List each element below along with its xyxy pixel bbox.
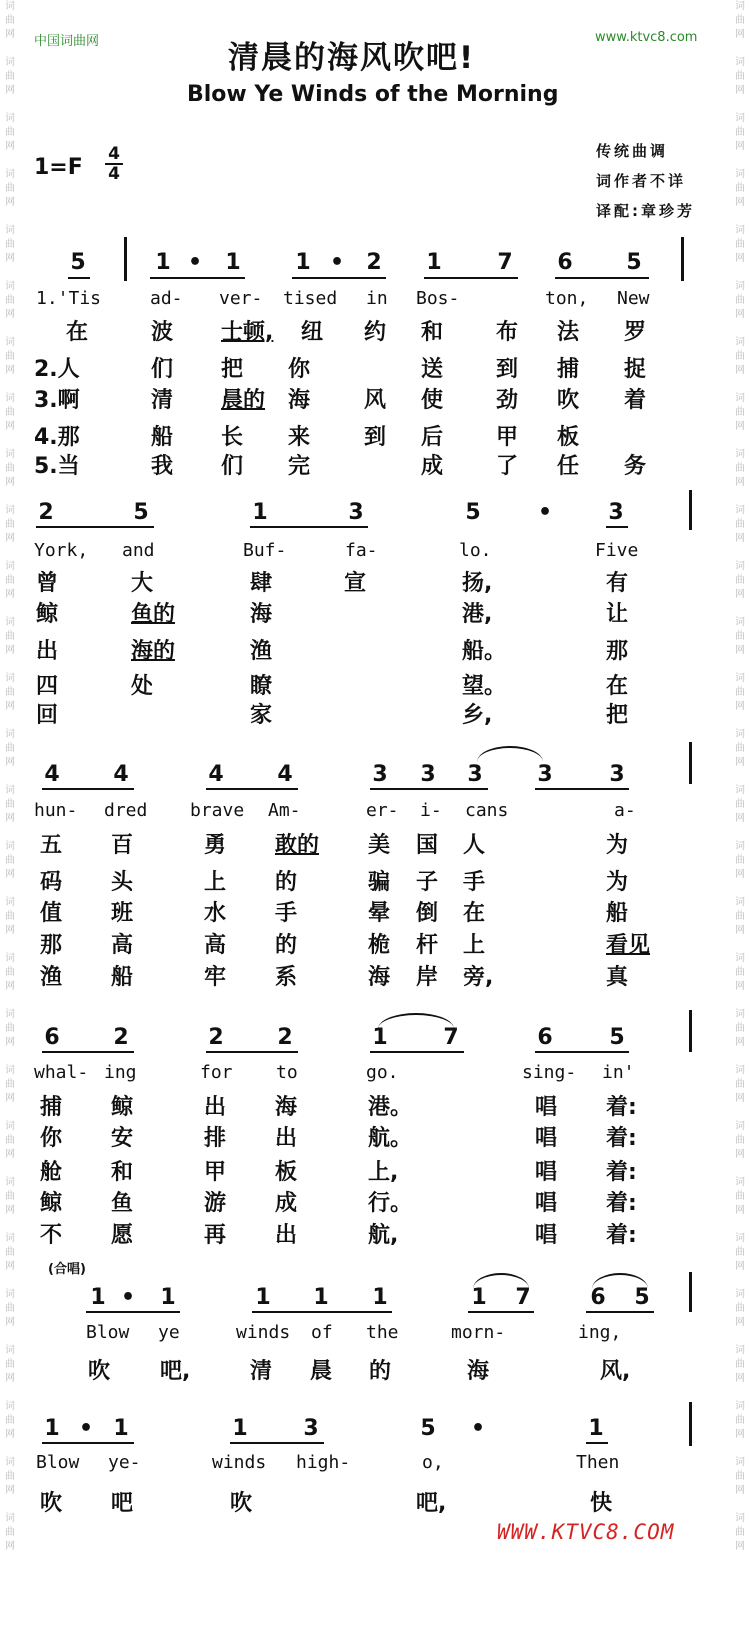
lyric-en: sing-: [522, 1062, 577, 1083]
lyric-cn: 曾: [36, 571, 59, 596]
lyric-cn: 倒: [416, 901, 439, 926]
lyric-en: ton,: [545, 288, 589, 309]
dot: •: [329, 250, 345, 275]
note: 3: [348, 500, 364, 525]
lyric-cn: 完: [288, 454, 311, 479]
lyric-cn: 码: [40, 870, 63, 895]
note: 5: [70, 250, 86, 275]
lyric-en: Blow: [86, 1322, 130, 1343]
underline: [206, 1051, 298, 1053]
lyric-cn: 唱: [535, 1223, 558, 1248]
slur: [477, 746, 543, 762]
lyric-cn: 杆: [416, 933, 439, 958]
lyric-cn: 风: [364, 388, 387, 413]
lyric-cn: 系: [275, 965, 298, 990]
lyric-cn: 不: [40, 1223, 63, 1248]
lyric-cn: 上: [463, 933, 486, 958]
lyric-cn: 快: [590, 1491, 613, 1516]
dot: •: [187, 250, 203, 275]
lyric-en: New: [617, 288, 650, 309]
lyric-cn: 捉: [624, 357, 647, 382]
lyric-cn: 们: [151, 357, 174, 382]
lyric-en: Bos-: [416, 288, 460, 309]
brand-footer[interactable]: WWW.KTVC8.COM: [497, 1520, 675, 1544]
note: 1: [160, 1285, 176, 1310]
lyric-cn: 有: [606, 571, 629, 596]
lyric-cn: 劲: [496, 388, 519, 413]
lyric-cn: 手: [463, 870, 486, 895]
underline: [535, 788, 629, 790]
note: 1: [295, 250, 311, 275]
lyric-cn: 桅: [368, 933, 391, 958]
lyric-cn: 牢: [204, 965, 227, 990]
note: 1: [232, 1416, 248, 1441]
dot: •: [120, 1285, 136, 1310]
note: 1: [588, 1416, 604, 1441]
underline: [535, 1051, 629, 1053]
lyric-cn: 上: [204, 870, 227, 895]
lyric-cn: 板: [557, 425, 580, 450]
note: 6: [590, 1285, 606, 1310]
underline: [424, 277, 518, 279]
lyric-cn: 望。: [462, 674, 507, 699]
lyric-cn: 高: [111, 933, 134, 958]
lyric-cn: 再: [204, 1223, 227, 1248]
lyric-cn: 你: [288, 357, 311, 382]
lyric-cn: 游: [204, 1191, 227, 1216]
lyric-cn: 海: [368, 965, 391, 990]
lyric-cn: 晨: [310, 1359, 333, 1384]
lyric-cn: 骗: [368, 870, 391, 895]
underline: [292, 277, 386, 279]
note: 1: [313, 1285, 329, 1310]
lyric-cn: 吧,: [416, 1491, 447, 1516]
lyric-cn: 唱: [535, 1191, 558, 1216]
lyric-cn: 法: [557, 320, 580, 345]
lyric-cn: 鱼: [111, 1191, 134, 1216]
lyric-cn: 成: [421, 454, 444, 479]
dot: •: [470, 1416, 486, 1441]
lyric-en: hun-: [34, 800, 78, 821]
lyric-en: for: [200, 1062, 233, 1083]
lyric-cn: 纽: [301, 320, 324, 345]
underline: [370, 1051, 464, 1053]
lyric-cn: 上,: [368, 1160, 399, 1185]
lyric-cn: 后: [421, 425, 444, 450]
lyric-cn: 把: [606, 703, 629, 728]
credit-lyrics: 词作者不详: [596, 172, 687, 190]
lyric-cn: 处: [131, 674, 154, 699]
lyric-cn: 出: [275, 1223, 298, 1248]
credit-translation: 译配:章珍芳: [596, 202, 695, 220]
note: 2: [38, 500, 54, 525]
note: 1: [155, 250, 171, 275]
note: 3: [467, 762, 483, 787]
lyric-cn: 士顿,: [221, 320, 274, 345]
lyric-en: dred: [104, 800, 148, 821]
lyric-cn: 吧,: [160, 1359, 191, 1384]
lyric-cn: 船: [111, 965, 134, 990]
note: 4: [208, 762, 224, 787]
underline: [206, 788, 298, 790]
lyric-cn: 板: [275, 1160, 298, 1185]
lyric-cn: 在: [463, 901, 486, 926]
note: 6: [44, 1025, 60, 1050]
barline: [689, 1272, 692, 1312]
chorus-label: (合唱): [48, 1262, 86, 1277]
lyric-cn: 勇: [204, 833, 227, 858]
barline: [681, 237, 684, 281]
lyric-cn: 唱: [535, 1126, 558, 1151]
lyric-cn: 吹: [230, 1491, 253, 1516]
note: 1: [372, 1285, 388, 1310]
note: 1: [255, 1285, 271, 1310]
lyric-cn: 安: [111, 1126, 134, 1151]
note: 1: [225, 250, 241, 275]
lyric-cn: 着:: [606, 1095, 637, 1120]
lyric-cn: 出: [36, 639, 59, 664]
barline: [124, 237, 127, 281]
lyric-cn: 晨的: [221, 388, 266, 413]
lyric-cn: 鱼的: [131, 602, 176, 627]
lyric-cn: 着:: [606, 1126, 637, 1151]
lyric-cn: 班: [111, 901, 134, 926]
note: 1: [372, 1025, 388, 1050]
lyric-en: ye-: [108, 1452, 141, 1473]
note: 3: [420, 762, 436, 787]
lyric-en: Blow: [36, 1452, 80, 1473]
lyric-cn: 甲: [496, 425, 519, 450]
lyric-en: the: [366, 1322, 399, 1343]
lyric-en: fa-: [345, 540, 378, 561]
watermark-left: 词曲网 词曲网 词曲网 词曲网 词曲网 词曲网 词曲网 词曲网 词曲网 词曲网 词曲网 词曲网 词曲网 词曲网 词曲网 词曲网 词曲网 词曲网 词曲网 词曲网 词曲网 词曲网 词曲网 词曲网 词曲网 词曲网 词曲网 词曲网: [5, 1, 15, 1552]
lyric-en: in: [366, 288, 388, 309]
lyric-cn: 渔: [40, 965, 63, 990]
lyric-cn: 让: [606, 602, 629, 627]
underline: [606, 526, 628, 528]
lyric-cn: 值: [40, 901, 63, 926]
lyric-en: in': [602, 1062, 635, 1083]
note: 3: [303, 1416, 319, 1441]
lyric-cn: 人: [463, 833, 486, 858]
barline: [689, 1402, 692, 1446]
lyric-cn: 港,: [462, 602, 493, 627]
note: 3: [372, 762, 388, 787]
lyric-en: winds: [212, 1452, 267, 1473]
lyric-cn: 我: [151, 454, 174, 479]
note: 5: [465, 500, 481, 525]
note: 5: [634, 1285, 650, 1310]
lyric-cn: 捕: [40, 1095, 63, 1120]
lyric-cn: 海的: [131, 639, 176, 664]
lyric-cn: 那: [606, 639, 629, 664]
note: 4: [113, 762, 129, 787]
lyric-cn: 的: [275, 870, 298, 895]
lyric-cn: 航。: [368, 1126, 413, 1151]
lyric-cn: 2.人: [34, 357, 80, 382]
lyric-cn: 风,: [600, 1359, 631, 1384]
lyric-cn: 子: [416, 870, 439, 895]
lyric-cn: 鲸: [36, 602, 59, 627]
lyric-cn: 和: [111, 1160, 134, 1185]
lyric-cn: 出: [275, 1126, 298, 1151]
lyric-en: brave: [190, 800, 245, 821]
note: 1: [426, 250, 442, 275]
lyric-cn: 吹: [557, 388, 580, 413]
lyric-cn: 务: [624, 454, 647, 479]
lyric-cn: 那: [40, 933, 63, 958]
lyric-cn: 航,: [368, 1223, 399, 1248]
lyric-cn: 波: [151, 320, 174, 345]
lyric-cn: 五: [40, 833, 63, 858]
lyric-cn: 水: [204, 901, 227, 926]
underline: [42, 1051, 134, 1053]
lyric-cn: 着:: [606, 1191, 637, 1216]
page-title: 清晨的海风吹吧!: [228, 40, 476, 76]
lyric-cn: 的: [369, 1359, 392, 1384]
underline: [42, 1442, 134, 1444]
dot: •: [537, 500, 553, 525]
lyric-en: o,: [422, 1452, 444, 1473]
note: 5: [133, 500, 149, 525]
lyric-cn: 愿: [111, 1223, 134, 1248]
lyric-cn: 约: [364, 320, 387, 345]
lyric-cn: 海: [288, 388, 311, 413]
lyric-en: go.: [366, 1062, 399, 1083]
lyric-en: ye: [158, 1322, 180, 1343]
lyric-cn: 船。: [462, 639, 507, 664]
lyric-cn: 捕: [557, 357, 580, 382]
underline: [586, 1311, 654, 1313]
lyric-cn: 罗: [624, 320, 647, 345]
note: 1: [113, 1416, 129, 1441]
lyric-cn: 吧: [111, 1491, 134, 1516]
watermark-right: 词曲网 词曲网 词曲网 词曲网 词曲网 词曲网 词曲网 词曲网 词曲网 词曲网 词曲网 词曲网 词曲网 词曲网 词曲网 词曲网 词曲网 词曲网 词曲网 词曲网 词曲网 词曲网 词曲网 词曲网 词曲网 词曲网 词曲网 词曲网: [735, 1, 745, 1552]
lyric-cn: 船: [151, 425, 174, 450]
lyric-cn: 渔: [250, 639, 273, 664]
lyric-cn: 宣: [344, 571, 367, 596]
lyric-cn: 肆: [250, 571, 273, 596]
lyric-cn: 瞭: [250, 674, 273, 699]
lyric-en: ver-: [219, 288, 263, 309]
lyric-cn: 舱: [40, 1160, 63, 1185]
lyric-cn: 海: [275, 1095, 298, 1120]
lyric-cn: 真: [606, 965, 629, 990]
underline: [150, 277, 245, 279]
lyric-cn: 海: [250, 602, 273, 627]
lyric-cn: 岸: [416, 965, 439, 990]
lyric-cn: 家: [250, 703, 273, 728]
lyric-cn: 行。: [368, 1191, 413, 1216]
lyric-cn: 乡,: [462, 703, 493, 728]
lyric-cn: 在: [66, 320, 89, 345]
underline: [252, 1311, 392, 1313]
lyric-cn: 吹: [40, 1491, 63, 1516]
note: 1: [252, 500, 268, 525]
lyric-en: winds: [236, 1322, 291, 1343]
lyric-cn: 到: [496, 357, 519, 382]
lyric-en: lo.: [459, 540, 492, 561]
dot: •: [78, 1416, 94, 1441]
lyric-cn: 着:: [606, 1223, 637, 1248]
lyric-cn: 看见: [606, 933, 651, 958]
note: 3: [537, 762, 553, 787]
site-url-link[interactable]: www.ktvc8.com: [595, 30, 698, 45]
underline: [68, 277, 90, 279]
lyric-cn: 美: [368, 833, 391, 858]
lyric-cn: 成: [275, 1191, 298, 1216]
note: 1: [90, 1285, 106, 1310]
lyric-en: Buf-: [243, 540, 287, 561]
lyric-cn: 为: [606, 833, 629, 858]
lyric-cn: 晕: [368, 901, 391, 926]
lyric-cn: 出: [204, 1095, 227, 1120]
note: 1: [471, 1285, 487, 1310]
lyric-cn: 任: [557, 454, 580, 479]
lyric-cn: 回: [36, 703, 59, 728]
lyric-cn: 4.那: [34, 425, 80, 450]
underline: [370, 788, 488, 790]
lyric-en: of: [311, 1322, 333, 1343]
note: 2: [277, 1025, 293, 1050]
note: 3: [608, 500, 624, 525]
lyric-cn: 布: [496, 320, 519, 345]
note: 5: [609, 1025, 625, 1050]
note: 2: [113, 1025, 129, 1050]
lyric-en: a-: [614, 800, 636, 821]
time-signature: 4 4: [105, 145, 123, 183]
lyric-en: i-: [420, 800, 442, 821]
lyric-en: ing,: [578, 1322, 622, 1343]
lyric-cn: 鲸: [40, 1191, 63, 1216]
lyric-cn: 头: [111, 870, 134, 895]
lyric-en: whal-: [34, 1062, 89, 1083]
note: 4: [44, 762, 60, 787]
lyric-cn: 到: [364, 425, 387, 450]
lyric-en: Then: [576, 1452, 620, 1473]
lyric-en: Am-: [268, 800, 301, 821]
note: 7: [515, 1285, 531, 1310]
lyric-cn: 海: [467, 1359, 490, 1384]
lyric-cn: 唱: [535, 1095, 558, 1120]
note: 5: [626, 250, 642, 275]
lyric-cn: 了: [496, 454, 519, 479]
barline: [689, 1010, 692, 1052]
underline: [250, 526, 368, 528]
lyric-cn: 在: [606, 674, 629, 699]
lyric-cn: 旁,: [463, 965, 494, 990]
lyric-cn: 长: [221, 425, 244, 450]
lyric-cn: 甲: [204, 1160, 227, 1185]
note: 2: [366, 250, 382, 275]
lyric-en: high-: [296, 1452, 351, 1473]
barline: [689, 742, 692, 784]
note: 4: [277, 762, 293, 787]
underline: [36, 526, 154, 528]
lyric-en: York,: [34, 540, 89, 561]
lyric-en: Five: [595, 540, 639, 561]
lyric-cn: 送: [421, 357, 444, 382]
lyric-cn: 把: [221, 357, 244, 382]
underline: [230, 1442, 324, 1444]
lyric-en: ing: [104, 1062, 137, 1083]
lyric-cn: 国: [416, 833, 439, 858]
lyric-cn: 船: [606, 901, 629, 926]
barline: [689, 490, 692, 530]
underline: [468, 1311, 534, 1313]
lyric-en: 1.'Tis: [36, 288, 102, 309]
lyric-cn: 敢的: [275, 833, 320, 858]
lyric-en: ad-: [150, 288, 183, 309]
key-signature: 1=F: [34, 155, 83, 180]
note: 5: [420, 1416, 436, 1441]
lyric-en: to: [276, 1062, 298, 1083]
lyric-cn: 排: [204, 1126, 227, 1151]
lyric-cn: 港。: [368, 1095, 413, 1120]
underline: [42, 788, 134, 790]
note: 6: [557, 250, 573, 275]
lyric-cn: 四: [36, 674, 59, 699]
credit-music: 传统曲调: [596, 142, 669, 160]
lyric-cn: 着: [624, 388, 647, 413]
lyric-cn: 3.啊: [34, 388, 80, 413]
note: 2: [208, 1025, 224, 1050]
lyric-en: tised: [283, 288, 338, 309]
lyric-cn: 高: [204, 933, 227, 958]
lyric-cn: 百: [111, 833, 134, 858]
underline: [86, 1311, 180, 1313]
lyric-en: er-: [366, 800, 399, 821]
note: 7: [443, 1025, 459, 1050]
lyric-cn: 使: [421, 388, 444, 413]
lyric-cn: 吹: [88, 1359, 111, 1384]
lyric-cn: 5.当: [34, 454, 80, 479]
note: 3: [609, 762, 625, 787]
lyric-en: cans: [465, 800, 509, 821]
lyric-cn: 清: [250, 1359, 273, 1384]
lyric-cn: 清: [151, 388, 174, 413]
lyric-en: and: [122, 540, 155, 561]
note: 7: [497, 250, 513, 275]
underline: [586, 1442, 608, 1444]
underline: [555, 277, 649, 279]
lyric-cn: 的: [275, 933, 298, 958]
note: 1: [44, 1416, 60, 1441]
page-subtitle: Blow Ye Winds of the Morning: [187, 82, 559, 107]
lyric-cn: 们: [221, 454, 244, 479]
lyric-cn: 唱: [535, 1160, 558, 1185]
lyric-cn: 鲸: [111, 1095, 134, 1120]
lyric-cn: 手: [275, 901, 298, 926]
lyric-cn: 大: [131, 571, 154, 596]
lyric-cn: 着:: [606, 1160, 637, 1185]
lyric-cn: 来: [288, 425, 311, 450]
lyric-cn: 和: [421, 320, 444, 345]
site-name-link[interactable]: 中国词曲网: [34, 34, 100, 49]
lyric-en: morn-: [451, 1322, 506, 1343]
lyric-cn: 扬,: [462, 571, 493, 596]
note: 6: [537, 1025, 553, 1050]
lyric-cn: 你: [40, 1126, 63, 1151]
lyric-cn: 为: [606, 870, 629, 895]
